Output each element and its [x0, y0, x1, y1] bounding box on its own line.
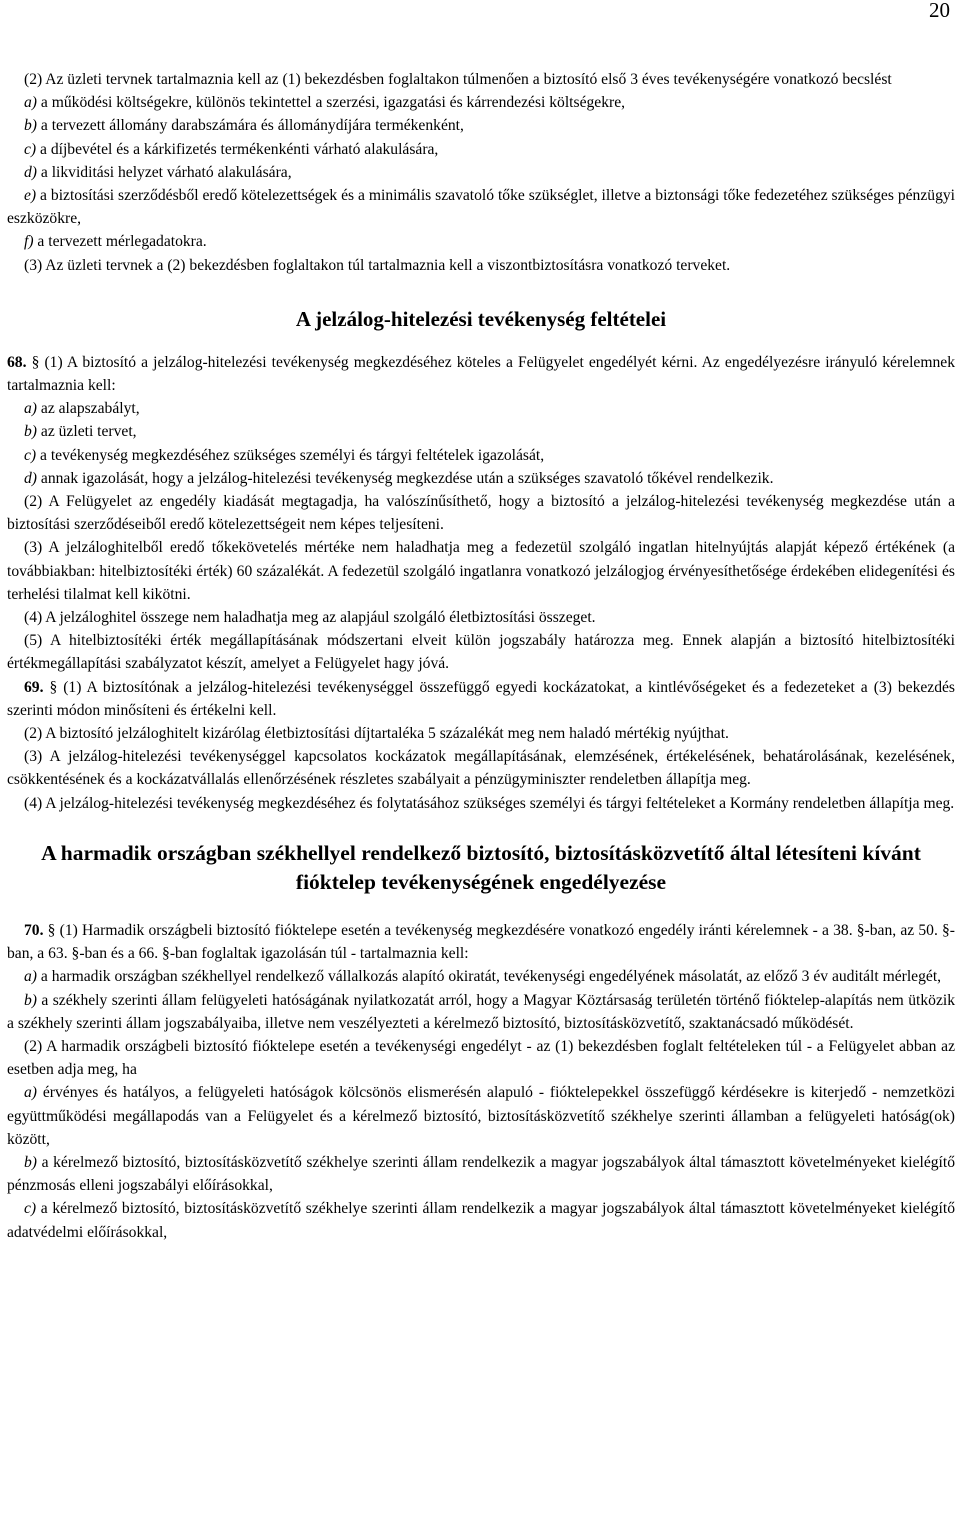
paragraph — [7, 722, 955, 745]
paragraph — [7, 161, 955, 184]
paragraph — [7, 919, 955, 965]
page-number: 20 — [929, 0, 950, 22]
section-business-plan — [7, 68, 955, 277]
paragraph — [7, 1035, 955, 1081]
paragraph — [7, 745, 955, 791]
paragraph-text: a tevékenység megkezdéséhez szükséges személyi és tárgyi feltételek igazolását, — [36, 446, 545, 464]
list-label: a) — [24, 1084, 37, 1102]
paragraph-text: (3) Az üzleti tervnek a (2) bekezdésben foglaltakon túl tartalmaznia kell a viszontbiztosításra vonatkozó terveket. — [24, 256, 731, 274]
paragraph-text: (4) A jelzálog-hitelezési tevékenység megkezdéséhez és folytatásához szükséges személyi és tárgyi feltételeket a Kormány rendeletben állapítja meg. — [24, 794, 955, 812]
section-heading-mortgage-lending: A jelzálog-hitelezési tevékenység feltételei — [295, 306, 667, 331]
list-label: e) — [24, 187, 37, 205]
paragraph — [7, 91, 955, 114]
paragraph-text: a kérelmező biztosító, biztosításközvetítő székhelye szerinti állam rendelkezik a magyar jogszabályok által támasztott követelményeket kielégítő adatvédelmi előírásokkal, — [7, 1200, 955, 1241]
list-label: b) — [24, 991, 37, 1009]
paragraph — [7, 629, 955, 675]
section-heading-third-country-branch: A harmadik országban székhellyel rendelkező biztosító, biztosításközvetítő által létesíteni kívánt fióktelep tevékenységének engedélyezése — [41, 840, 921, 894]
paragraph-text: a kérelmező biztosító, biztosításközvetítő székhelye szerinti állam rendelkezik a magyar jogszabályok által támasztott követelményeket kielégítő pénzmosás elleni jogszabályi előírásokkal, — [7, 1153, 955, 1195]
paragraph — [7, 114, 955, 137]
list-label: c) — [24, 446, 37, 464]
list-label: a) — [24, 968, 37, 986]
paragraph-text: § (1) Harmadik országbeli biztosító fióktelepe esetén a tevékenység megkezdésére vonatkozó engedély iránti kérelemnek - a 38. §-ban, az 50. §-ban, a 63. §-ban és a 66. §-ban foglaltak igazolásán túl - tartalmaznia kell: — [7, 921, 955, 963]
paragraph — [7, 351, 955, 397]
paragraph — [7, 490, 955, 536]
paragraph-text: § (1) A biztosítónak a jelzálog-hitelezési tevékenységgel összefüggő egyedi kockázatokat, a kintlévőségeket és a fedezeteket a (3) bekezdés szerinti módon minősíteni és értékelni kell. — [7, 678, 955, 719]
paragraph-text: (3) A jelzáloghitelből eredő tőkekövetelés mértéke nem haladhatja meg a fedezetül szolgáló ingatlan hitelnyújtás alapját képező értékének (a továbbiakban: hitelbiztosítéki érték) 60 százalékát. A fedezetül szolgáló ingatlanra vonatkozó jelzálogjog érvényesíthetősége érdekében elidegenítési és terhelési tilalmat kell kikötni. — [7, 539, 955, 603]
section-number: 69. — [24, 678, 44, 696]
paragraph-text: a harmadik országban székhellyel rendelkező vállalkozás alapító okiratát, tevékenységi engedélyének másolatát, az előző 3 év auditált mérlegét, — [37, 968, 942, 986]
list-label: b) — [24, 1153, 37, 1171]
paragraph — [7, 444, 955, 467]
paragraph — [7, 467, 955, 490]
paragraph — [7, 989, 955, 1035]
paragraph-text: a díjbevétel és a kárkifizetés termékenkénti várható alakulására, — [36, 140, 439, 158]
paragraph-text: a székhely szerinti állam felügyeleti hatóságának nyilatkozatát arról, hogy a Magyar Köztársaság területén történő fióktelep-alapítás nem ütközik a székhely szerinti állam jogszabályaiba, illetve nem veszélyezteti a kérelmező biztosító, biztosításközvetítő, szaktanácsadó működését. — [7, 991, 955, 1032]
paragraph-text: (2) Az üzleti tervnek tartalmaznia kell az (1) bekezdésben foglaltakon túlmenően a biztosító első 3 éves tevékenységére vonatkozó becslést — [24, 71, 892, 88]
paragraph — [7, 254, 955, 277]
paragraph-text: (2) A Felügyelet az engedély kiadását megtagadja, ha valószínűsíthető, hogy a biztosító a jelzálog-hitelezési tevékenység megkezdése után a biztosítási szerződéseiből eredő kötelezettségeit nem képes teljesíteni. — [7, 493, 955, 534]
paragraph-text: (5) A hitelbiztosítéki érték megállapításának módszertani elveit külön jogszabály határozza meg. Ennek alapján a biztosító hitelbiztosítéki értékmegállapítási szabályzatot készít, amelyet a Felügyelet hagy jóvá. — [7, 632, 955, 673]
paragraph-text: a működési költségekre, különös tekintettel a szerzési, igazgatási és kárrendezési költségekre, — [37, 94, 626, 112]
paragraph — [7, 1081, 955, 1151]
list-label: a) — [24, 94, 37, 112]
paragraph-text: (3) A jelzálog-hitelezési tevékenységgel kapcsolatos kockázatok megállapításának, elemzésének, értékelésének, behatárolásának, kezelésének, csökkentésének és a kockázatvállalás ellenőrzésének részletes szabályait a pénzügyminiszter rendeletben állapítja meg. — [7, 748, 955, 789]
paragraph-text: a tervezett állomány darabszámára és állománydíjára termékenként, — [37, 117, 464, 135]
paragraph — [7, 230, 955, 253]
list-label: c) — [24, 1200, 37, 1218]
paragraph — [7, 792, 955, 815]
paragraph — [7, 676, 955, 722]
paragraph — [7, 606, 955, 629]
paragraph — [7, 420, 955, 443]
list-label: d) — [24, 163, 37, 181]
list-label: b) — [24, 423, 37, 441]
paragraph — [7, 965, 955, 988]
paragraph-text: annak igazolását, hogy a jelzálog-hitelezési tevékenység megkezdése után a szükséges szavatoló tőkével rendelkezik. — [37, 469, 774, 487]
paragraph — [7, 184, 955, 230]
paragraph-text: az üzleti tervet, — [37, 423, 137, 441]
paragraph — [7, 138, 955, 161]
paragraph — [7, 1151, 955, 1197]
paragraph — [7, 397, 955, 420]
paragraph-text: érvényes és hatályos, a felügyeleti hatóságok kölcsönös elismerésén alapuló - fióktelepekkel összefüggő kérdésekre is kiterjedő - nemzetközi együttműködési megállapodás van a Felügyelet és a kérelmező biztosító, biztosításközvetítő székhelye szerinti államban a felügyeleti hatóság(ok) között, — [7, 1084, 955, 1148]
section-number: 70. — [24, 921, 44, 939]
list-label: a) — [24, 400, 37, 418]
paragraph-text: (2) A biztosító jelzáloghitelt kizárólag életbiztosítási díjtartaléka 5 százalékát meg nem haladó mértékig nyújthat. — [24, 725, 729, 743]
list-label: f) — [24, 233, 34, 251]
section-third-country-branch — [7, 919, 955, 1244]
paragraph — [7, 1197, 955, 1243]
document-body — [7, 68, 955, 1244]
paragraph — [7, 536, 955, 606]
paragraph-text: az alapszabályt, — [37, 400, 140, 418]
paragraph-text: (2) A harmadik országbeli biztosító fióktelepe esetén a tevékenységi engedélyt - az (1) bekezdésben foglalt feltételeken túl - a Felügyelet abban az esetben adja meg, ha — [7, 1037, 955, 1079]
section-mortgage-lending — [7, 351, 955, 815]
list-label: d) — [24, 469, 37, 487]
section-number: 68. — [7, 353, 27, 371]
paragraph-text: § (1) A biztosító a jelzálog-hitelezési tevékenység megkezdéséhez köteles a Felügyelet engedélyét kérni. Az engedélyezésre irányuló kérelemnek tartalmaznia kell: — [7, 353, 955, 395]
paragraph-text: a tervezett mérlegadatokra. — [33, 233, 207, 251]
paragraph-text: (4) A jelzáloghitel összege nem haladhatja meg az alapjául szolgáló életbiztosítási összeget. — [24, 609, 596, 627]
list-label: b) — [24, 117, 37, 135]
paragraph-text: a biztosítási szerződésből eredő kötelezettségek és a minimális szavatoló tőke szükséglet, illetve a biztonsági tőke fedezetéhez szükséges pénzügyi eszközökre, — [7, 187, 955, 228]
paragraph — [7, 68, 955, 91]
paragraph-text: a likviditási helyzet várható alakulására, — [37, 163, 292, 181]
list-label: c) — [24, 140, 37, 158]
